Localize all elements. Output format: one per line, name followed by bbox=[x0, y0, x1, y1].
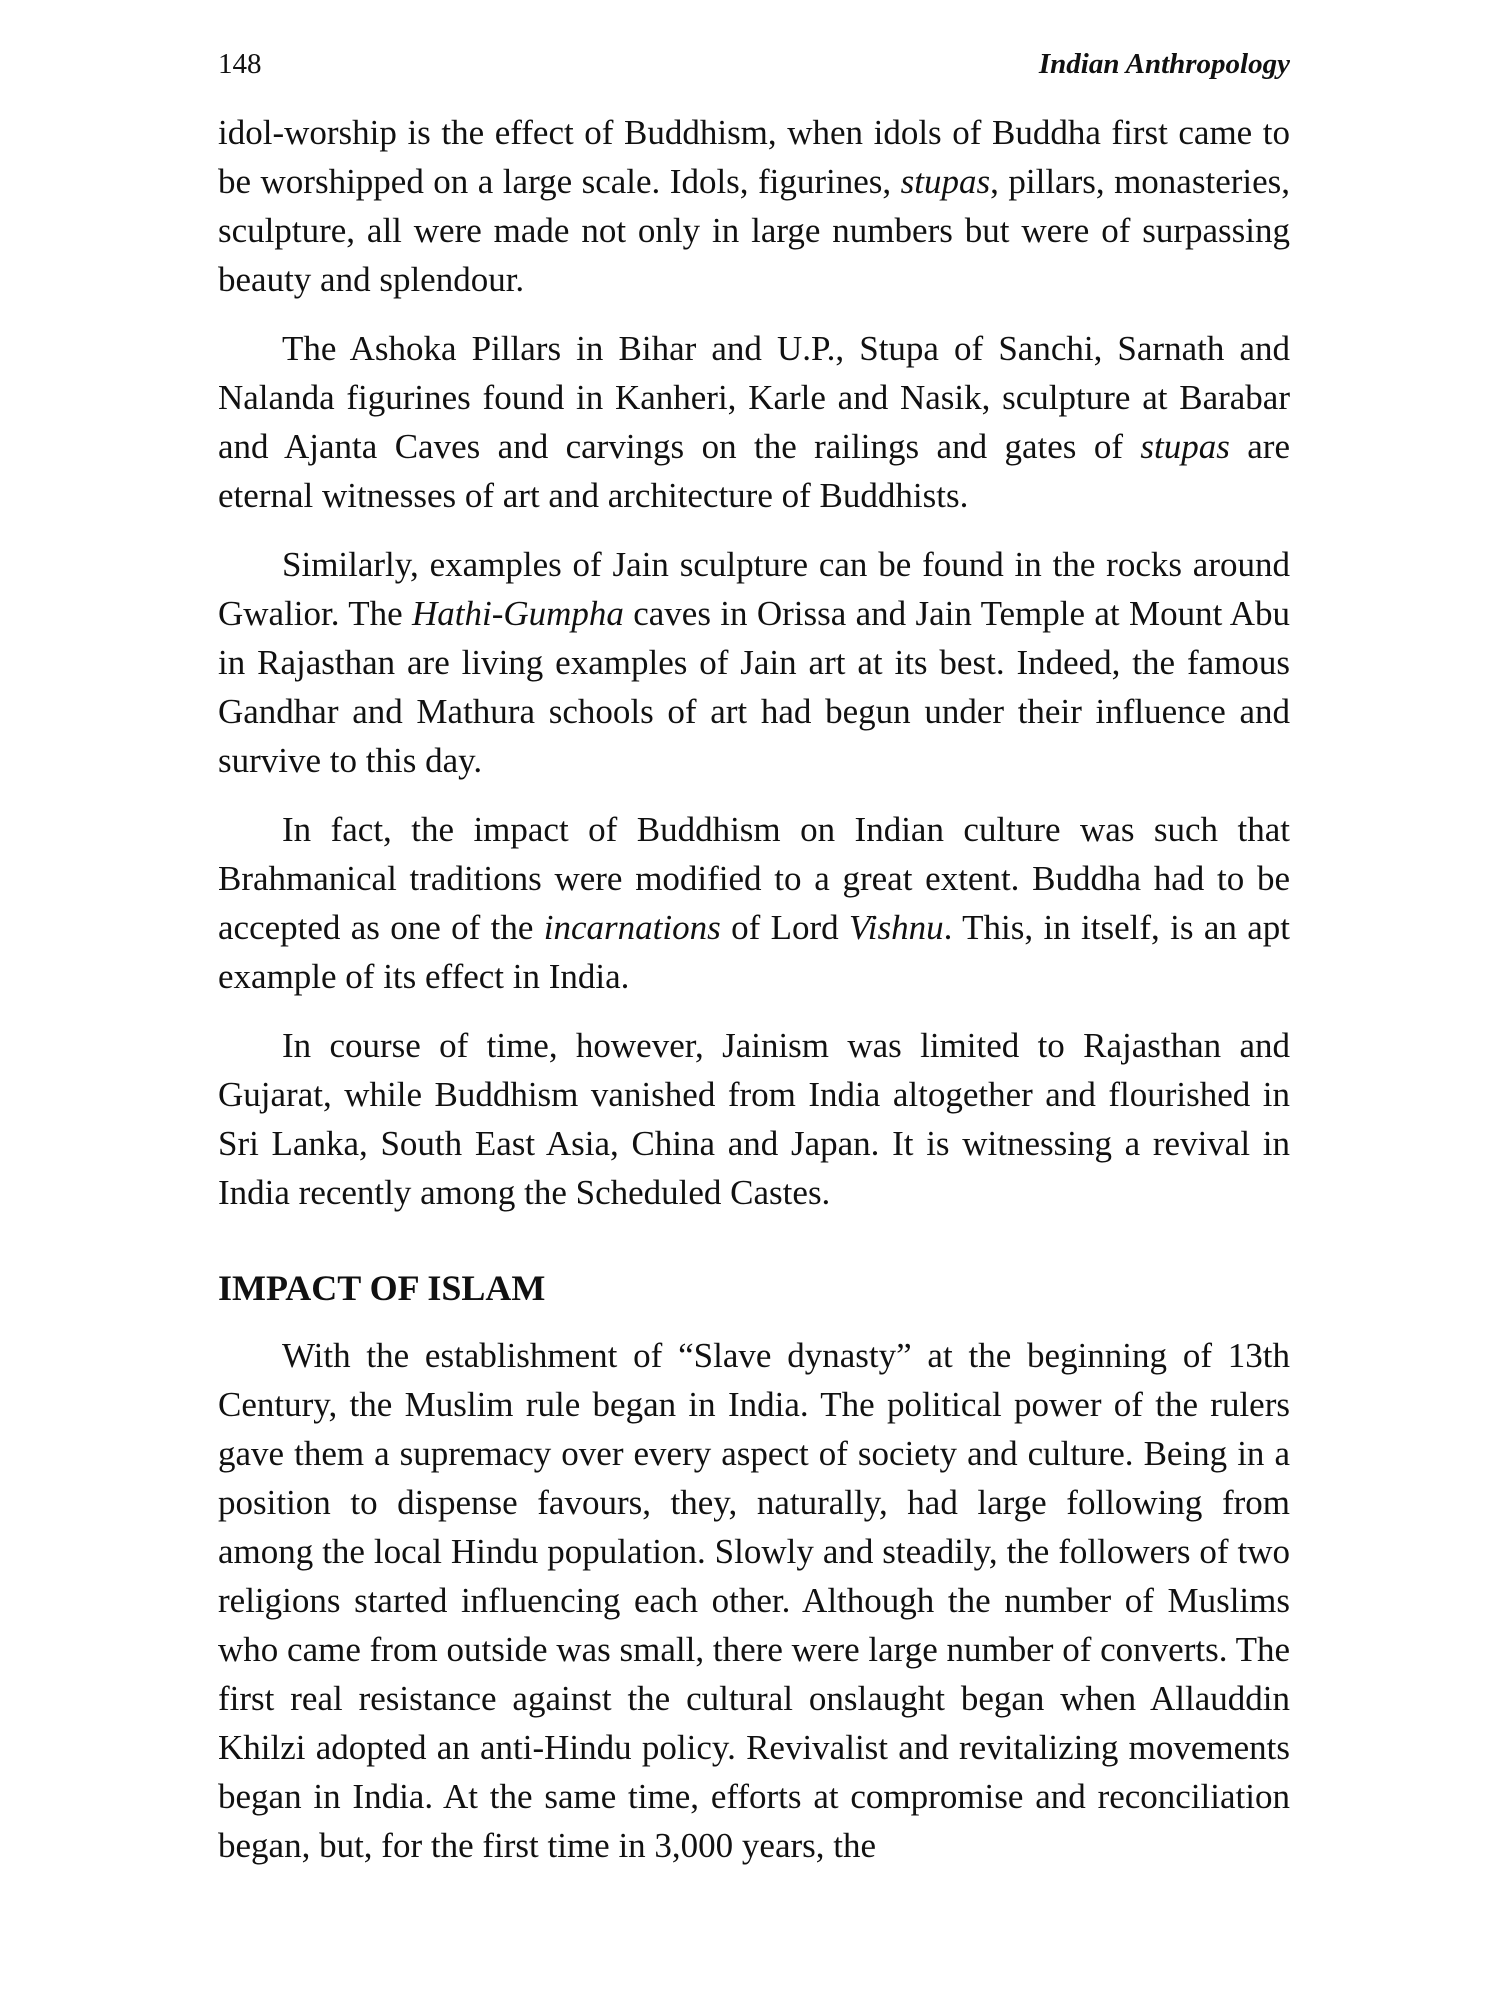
paragraph-2-italic-stupas: stupas bbox=[1140, 427, 1230, 466]
paragraph-4-text-c: of Lord bbox=[720, 908, 850, 947]
paragraph-4 bbox=[218, 805, 1290, 1001]
paragraph-2 bbox=[218, 324, 1290, 520]
paragraph-1-text-a: idol-worship is the effect of Buddhism, when idols of Buddha first came to be worshipped on a large scale. Idols, figurines, bbox=[218, 113, 1290, 201]
paragraph-3 bbox=[218, 540, 1290, 785]
paragraph-2-text-a: The Ashoka Pillars in Bihar and U.P., Stupa of Sanchi, Sarnath and Nalanda figurines found in Kanheri, Karle and Nasik, sculpture at Barabar and Ajanta Caves and carvings on the railings and gates of bbox=[218, 329, 1290, 466]
paragraph-3-text-a: Similarly, examples of Jain sculpture can be found in the rocks around Gwalior. The bbox=[218, 545, 1290, 633]
paragraph-3-italic-hathi-gumpha: Hathi-Gumpha bbox=[411, 594, 624, 633]
paragraph-5: In course of time, however, Jainism was limited to Rajasthan and Gujarat, while Buddhism vanished from India altogether and flourished in Sri Lanka, South East Asia, China and Japan. It is witnessing a revival in India recently among the Scheduled Castes. bbox=[218, 1026, 1290, 1212]
section-heading-impact-of-islam: IMPACT OF ISLAM bbox=[218, 1268, 546, 1308]
paragraph-1-text-c: , pillars, monasteries, sculpture, all were made not only in large numbers but were of surpassing beauty and splendour. bbox=[218, 162, 1291, 299]
paragraph-1-italic-stupas: stupas bbox=[900, 162, 991, 201]
page-header bbox=[218, 44, 1290, 84]
paragraph-6: With the establishment of “Slave dynasty” at the beginning of 13th Century, the Muslim rule began in India. The political power of the rulers gave them a supremacy over every aspect of society and culture. Being in a position to dispense favours, they, naturally, had large following from among the local Hindu population. Slowly and steadily, the followers of two religions started influencing each other. Although the number of Muslims who came from outside was small, there were large number of converts. The first real resistance against the cultural onslaught began when Allauddin Khilzi adopted an anti-Hindu policy. Revivalist and revitalizing movements began in India. At the same time, efforts at compromise and reconciliation began, but, for the first time in 3,000 years, the bbox=[218, 1336, 1290, 1865]
paragraph-4-italic-vishnu: Vishnu bbox=[849, 908, 944, 947]
paragraph-4-italic-incarnations: incarnations bbox=[543, 908, 721, 947]
running-title: Indian Anthropology bbox=[1038, 48, 1290, 80]
paragraph-1 bbox=[218, 108, 1290, 304]
paragraph-4-text-a: In fact, the impact of Buddhism on Indian culture was such that Brahmanical traditions were modified to a great extent. Buddha had to be accepted as one of the bbox=[218, 810, 1290, 947]
paragraph-2-text-c: are eternal witnesses of art and architecture of Buddhists. bbox=[218, 427, 1290, 515]
paragraph-4-text-e: . This, in itself, is an apt example of its effect in India. bbox=[218, 908, 1290, 996]
paragraph-3-text-c: caves in Orissa and Jain Temple at Mount Abu in Rajasthan are living examples of Jain art at its best. Indeed, the famous Gandhar and Mathura schools of art had begun under their influence and survive to this day. bbox=[218, 594, 1290, 780]
page-number: 148 bbox=[218, 48, 262, 80]
page-body bbox=[218, 108, 1290, 1870]
